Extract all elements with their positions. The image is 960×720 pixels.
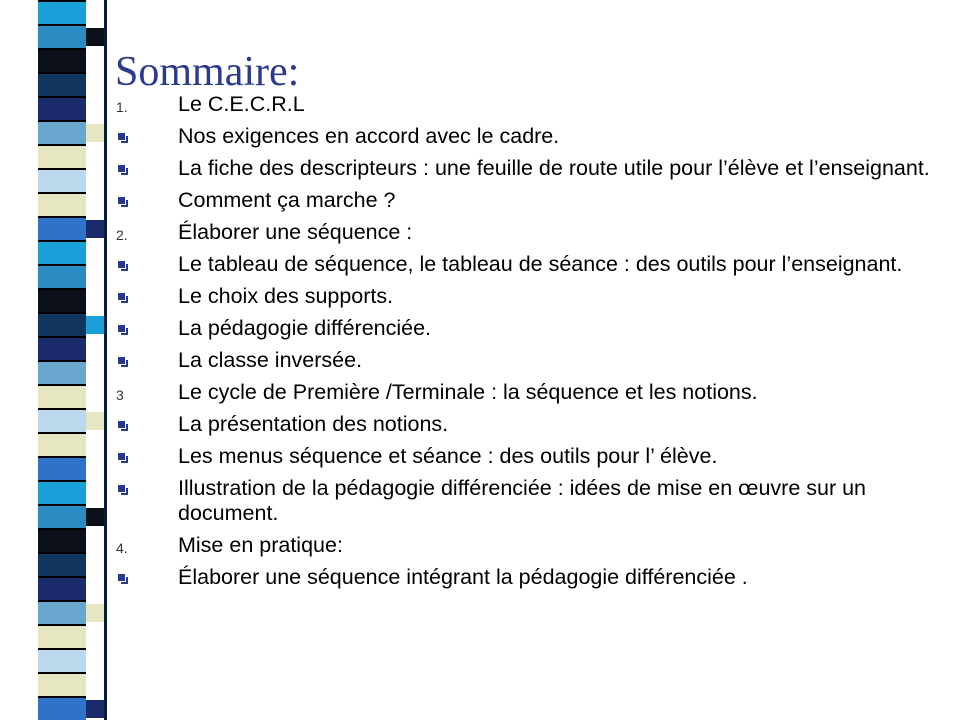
bullet-item [116,412,936,437]
section-number: 1. [116,99,128,115]
stripe-band [38,552,86,576]
bullet-item [116,348,936,373]
item-text: Élaborer une séquence intégrant la pédagogie différenciée . [178,565,748,589]
section-item [116,220,936,245]
stripe-band [38,480,86,504]
item-text: La classe inversée. [178,348,363,372]
item-text: Mise en pratique: [178,533,343,557]
item-text: La présentation des notions. [178,412,449,436]
stripe-band [38,0,86,24]
stripe-band [38,240,86,264]
stripe-band [38,624,86,648]
stripe-band [38,456,86,480]
bullet-item [116,156,936,181]
section-number: 4. [116,540,128,556]
stripe-band [38,192,86,216]
stripe-band [38,576,86,600]
page-title: Sommaire: [115,49,300,95]
stripe-band [38,288,86,312]
stripe-band [38,120,86,144]
section-number: 3 [116,387,124,403]
stripe-band [38,336,86,360]
stripe-band [38,648,86,672]
item-text: Le C.E.C.R.L [178,92,305,116]
stripe-accent [86,604,104,622]
section-item [116,533,936,558]
bullet-item [116,284,936,309]
stripe-accent [86,412,104,430]
stripe-band [38,432,86,456]
bullet-item [116,316,936,341]
stripe-band [38,144,86,168]
item-text: Le tableau de séquence, le tableau de séance : des outils pour l’enseignant. [178,252,903,276]
stripe-band [38,168,86,192]
item-text: Le cycle de Première /Terminale : la séquence et les notions. [178,380,758,404]
stripe-accent [86,28,104,46]
stripe-band [38,48,86,72]
bullet-item [116,124,936,149]
item-text: Illustration de la pédagogie différenciée : idées de mise en œuvre sur un document. [178,476,867,525]
stripe-band [38,264,86,288]
stripe-band [38,216,86,240]
stripe-accent [86,508,104,526]
item-text: La fiche des descripteurs : une feuille de route utile pour l’élève et l’enseignant. [178,156,930,180]
bullet-item [116,565,936,590]
item-text: Nos exigences en accord avec le cadre. [178,124,560,148]
bullet-item [116,444,936,469]
item-text: Les menus séquence et séance : des outils pour l’ élève. [178,444,718,468]
stripe-accent [86,220,104,238]
stripe-accent [86,700,104,718]
stripe-band [38,384,86,408]
stripe-band [38,528,86,552]
stripe-band [38,408,86,432]
section-item [116,92,936,117]
stripe-band [38,360,86,384]
item-text: La pédagogie différenciée. [178,316,432,340]
stripe-band [38,24,86,48]
decorative-stripe [0,0,106,720]
stripe-band [38,504,86,528]
bullet-item [116,252,936,277]
section-item [116,380,936,405]
item-text: Élaborer une séquence : [178,220,413,244]
stripe-accent [86,316,104,334]
item-text: Comment ça marche ? [178,188,396,212]
stripe-band [38,312,86,336]
summary-list [116,92,936,597]
stripe-band [38,96,86,120]
bullet-item [116,476,936,526]
stripe-divider-line [104,0,107,720]
stripe-band [38,600,86,624]
stripe-band [38,696,86,720]
section-number: 2. [116,227,128,243]
stripe-band [38,672,86,696]
stripe-accent [86,124,104,142]
item-text: Le choix des supports. [178,284,394,308]
stripe-band [38,72,86,96]
bullet-item [116,188,936,213]
